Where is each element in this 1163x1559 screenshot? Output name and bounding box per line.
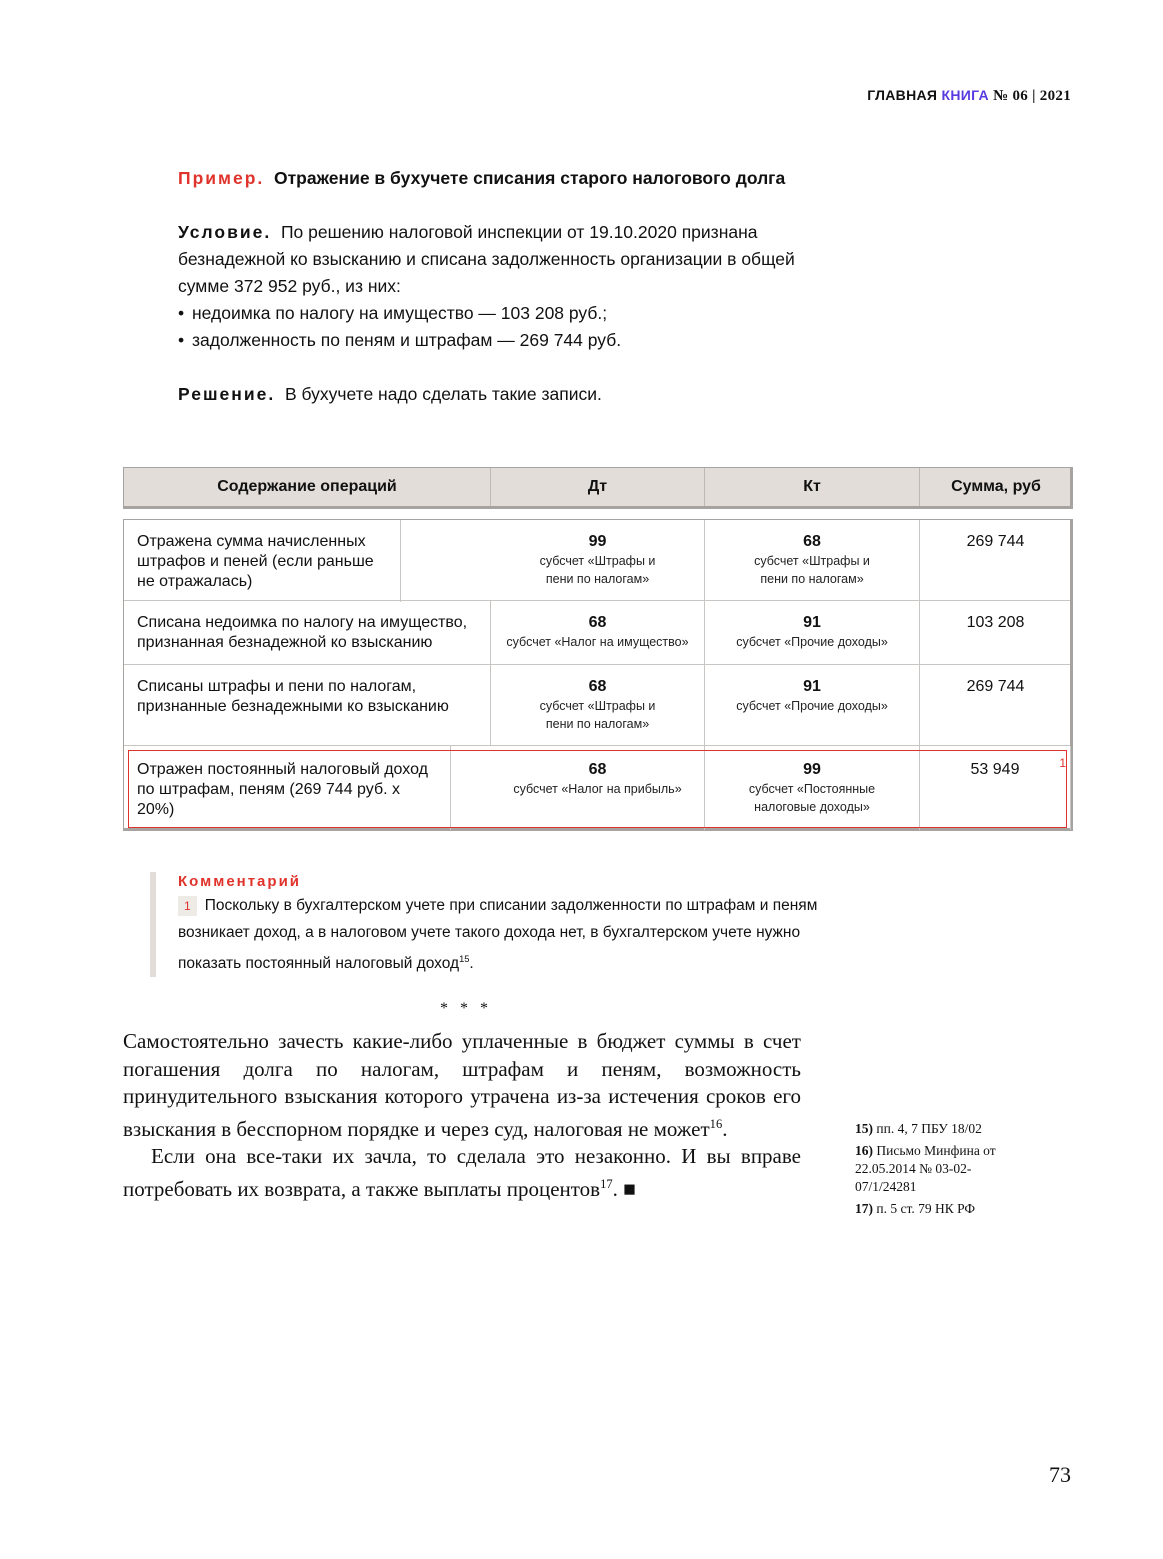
footnote [855, 1200, 1055, 1218]
column-header-sum: Сумма, руб [951, 478, 1041, 495]
credit-subaccount: субсчет «Штрафы и пени по налогам» [754, 554, 870, 586]
credit-subaccount: субсчет «Прочие доходы» [736, 635, 888, 649]
operation-cell: Отражен постоянный налоговый доход по штрафам, пеням (269 744 руб. х 20%) [124, 746, 451, 830]
debit-subaccount: субсчет «Налог на прибыль» [513, 782, 682, 796]
debit-account: 99 [588, 533, 607, 550]
credit-account: 91 [803, 614, 821, 631]
credit-cell [705, 601, 920, 664]
issue-number: № 06 | 2021 [993, 88, 1071, 104]
footnote [855, 1120, 1055, 1138]
solution-text: В бухучете надо сделать такие записи. [284, 384, 602, 404]
comment-number-badge: 1 [178, 896, 197, 916]
example-label: Пример. [178, 168, 265, 188]
body-text [123, 1028, 801, 1203]
comment-box [150, 872, 838, 977]
footnote-ref: 15 [459, 954, 470, 964]
punctuation: . ■ [612, 1176, 636, 1201]
sum-cell: 269 744 [966, 533, 1025, 550]
table-row [124, 520, 1070, 600]
debit-subaccount: субсчет «Налог на имущество» [506, 635, 689, 649]
paragraph [123, 1143, 801, 1203]
bullet-item: • недоимка по налогу на имущество — 103 208 руб.; [178, 300, 798, 327]
condition-text: По решению налоговой инспекции от 19.10.2020 признана безнадежной ко взысканию и списана задолженность организации в общей сумме 372 952 руб., из них: [178, 222, 795, 296]
operation-cell: Списаны штрафы и пени по налогам, признанные безнадежными ко взысканию [124, 665, 491, 745]
credit-cell [705, 746, 920, 830]
credit-account: 91 [803, 678, 821, 695]
comment-title: Комментарий [178, 873, 302, 890]
example-section [178, 165, 798, 408]
debit-subaccount: субсчет «Штрафы и пени по налогам» [539, 554, 656, 586]
debit-account: 68 [588, 614, 607, 631]
column-header-operation: Содержание операций [124, 468, 491, 506]
column-header-debit: Дт [491, 468, 705, 506]
example-title [178, 165, 798, 192]
credit-subaccount: субсчет «Постоянные налоговые доходы» [748, 782, 876, 814]
footnote-number: 16) [855, 1143, 873, 1158]
condition-block [178, 219, 798, 354]
solution-block [178, 381, 798, 408]
footnote-ref: 17 [600, 1176, 613, 1191]
punctuation: . [722, 1116, 728, 1141]
operation-cell: Списана недоимка по налогу на имущество, признанная безнадежной ко взысканию [124, 601, 491, 664]
table-body [123, 519, 1073, 831]
debit-account: 68 [588, 678, 607, 695]
comment-body [178, 892, 838, 977]
brand-name-accent: КНИГА [941, 87, 989, 103]
punctuation: . [469, 955, 474, 973]
sum-cell: 269 744 [966, 678, 1025, 695]
comment-text: Поскольку в бухгалтерском учете при списании задолженности по штрафам и пеням возникает доход, а в налоговом учете такого дохода нет, в бухгалтерском учете нужно показать постоянный налоговый доход [178, 897, 818, 973]
bullet-item: • задолженность по пеням и штрафам — 269 744 руб. [178, 327, 798, 354]
debit-account: 68 [588, 761, 607, 778]
paragraph-text: Если она все-таки их зачла, то сделала это незаконно. И вы вправе потребовать их возврата, а также выплаты процентов [123, 1144, 801, 1201]
entries-table [123, 467, 1073, 831]
paragraph [123, 1028, 801, 1143]
credit-account: 68 [803, 533, 821, 550]
credit-cell [705, 665, 920, 745]
column-header-credit: Кт [705, 468, 920, 506]
sum-cell: 103 208 [966, 614, 1025, 631]
debit-cell [491, 665, 705, 745]
footnote-text: пп. 4, 7 ПБУ 18/02 [876, 1121, 982, 1136]
condition-label: Условие. [178, 222, 272, 242]
section-separator: * * * [440, 1000, 492, 1017]
solution-label: Решение. [178, 384, 276, 404]
debit-cell [491, 601, 705, 664]
operation-cell: Отражена сумма начисленных штрафов и пеней (если раньше не отражалась) [124, 520, 401, 602]
page-number: 73 [1049, 1462, 1071, 1487]
footnote-ref: 16 [709, 1116, 723, 1131]
sum-cell: 53 949 [920, 746, 1071, 830]
credit-cell [705, 520, 920, 602]
page-header [867, 87, 1071, 105]
footnotes [855, 1120, 1055, 1222]
debit-cell [491, 746, 705, 830]
debit-cell [491, 520, 705, 602]
table-row [124, 664, 1070, 745]
footnote [855, 1142, 1015, 1196]
footnote-text: п. 5 ст. 79 НК РФ [876, 1201, 976, 1216]
brand-name: ГЛАВНАЯ [867, 87, 938, 103]
table-row [124, 600, 1070, 664]
example-title-text: Отражение в бухучете списания старого налогового долга [274, 168, 786, 188]
footnote-text: Письмо Минфина от 22.05.2014 № 03-02-07/1/24281 [855, 1143, 996, 1194]
footnote-number: 15) [855, 1121, 873, 1136]
footnote-number: 17) [855, 1201, 873, 1216]
comment-marker: 1 [1059, 756, 1066, 770]
table-header [123, 467, 1073, 509]
paragraph-text: Самостоятельно зачесть какие-либо уплаченные в бюджет суммы в счет погашения долга по налогам, штрафам и пеням, возможность принудительного взыскания которого утрачена из-за истечения сроков его взыскания в бесспорном порядке и через суд, налоговая не может [123, 1029, 801, 1141]
credit-subaccount: субсчет «Прочие доходы» [736, 699, 888, 713]
credit-account: 99 [803, 761, 821, 778]
debit-subaccount: субсчет «Штрафы и пени по налогам» [539, 699, 656, 731]
table-row-highlighted [124, 745, 1070, 828]
